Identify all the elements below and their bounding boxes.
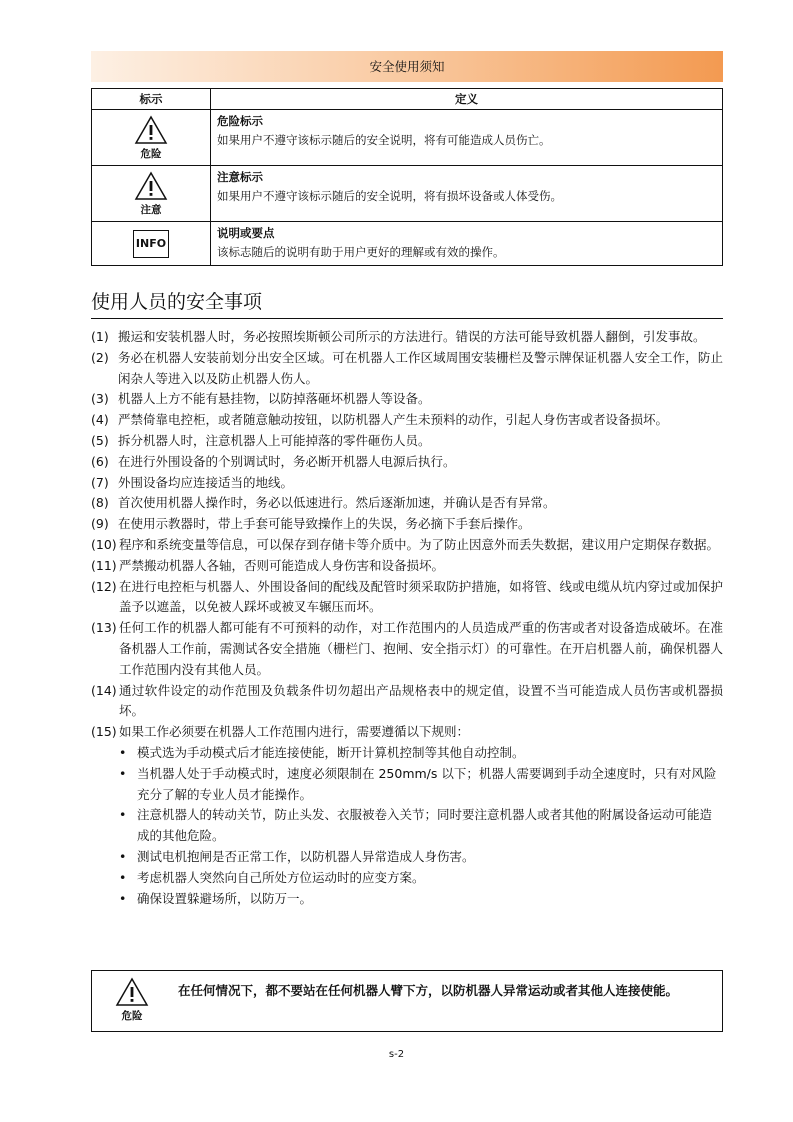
definition-title: 注意标示 bbox=[217, 170, 263, 184]
item-text: 在使用示教器时，带上手套可能导致操作上的失误，务必摘下手套后操作。 bbox=[118, 516, 531, 532]
bullet-item: • 测试电机抱闸是否正常工作，以防机器人异常造成人身伤害。 bbox=[91, 847, 723, 868]
list-item bbox=[91, 514, 723, 535]
item-number: (4) bbox=[91, 412, 109, 428]
item-number: (11) bbox=[91, 557, 117, 573]
item-number: (3) bbox=[91, 391, 109, 407]
item-number: (9) bbox=[91, 516, 109, 532]
sign-cell bbox=[92, 222, 211, 266]
item-text: 任何工作的机器人都可能有不可预料的动作，对工作范围内的人员造成严重的伤害或者对设备造成破坏。在准备机器人工作前，需测试各安全措施（栅栏门、抱闸、安全指示灯）的可靠性。在开启机器人前，确保机器人工作范围内没有其他人员。 bbox=[119, 620, 723, 677]
item-number: (5) bbox=[91, 432, 109, 448]
item-text: 首次使用机器人操作时，务必以低速进行。然后逐渐加速，并确认是否有异常。 bbox=[118, 495, 556, 511]
header-definition: 定义 bbox=[211, 89, 723, 110]
table-row-info bbox=[92, 222, 723, 266]
warning-triangle-icon bbox=[134, 171, 168, 201]
item-number: (2) bbox=[91, 349, 109, 365]
list-item bbox=[91, 327, 723, 348]
list-item bbox=[91, 431, 723, 452]
item-text: 如果工作必须要在机器人工作范围内进行，需要遵循以下规则： bbox=[119, 724, 470, 740]
item-text: 程序和系统变量等信息，可以保存到存储卡等介质中。为了防止因意外而丢失数据，建议用户定期保存数据。 bbox=[119, 536, 720, 552]
list-item bbox=[91, 473, 723, 494]
item-number: (6) bbox=[91, 453, 109, 469]
definition-cell bbox=[211, 222, 723, 266]
list-item bbox=[91, 618, 723, 680]
table-row-danger bbox=[92, 110, 723, 166]
item-text: 搬运和安装机器人时，务必按照埃斯顿公司所示的方法进行。错误的方法可能导致机器人翻倒，引发事故。 bbox=[118, 329, 706, 344]
definition-cell bbox=[211, 110, 723, 166]
header-banner bbox=[91, 51, 723, 82]
definition-text: 该标志随后的说明有助于用户更好的理解或有效的操作。 bbox=[217, 245, 505, 259]
definition-title: 说明或要点 bbox=[217, 226, 275, 240]
item-text: 外围设备均应连接适当的地线。 bbox=[118, 474, 294, 490]
list-item bbox=[91, 556, 723, 577]
item-text: 在进行外围设备的个别调试时，务必断开机器人电源后执行。 bbox=[118, 453, 456, 469]
list-item bbox=[91, 389, 723, 410]
sign-cell bbox=[92, 166, 211, 222]
list-item bbox=[91, 535, 723, 556]
item-text: 严禁倚靠电控柜，或者随意触动按钮，以防机器人产生未预料的动作，引起人身伤害或者设备损坏。 bbox=[118, 412, 669, 428]
table-row-caution bbox=[92, 166, 723, 222]
definition-title: 危险标示 bbox=[217, 114, 263, 128]
bullet-item: • 模式选为手动模式后才能连接使能，断开计算机控制等其他自动控制。 bbox=[91, 743, 723, 764]
item-number: (8) bbox=[91, 495, 109, 511]
safety-items-list bbox=[91, 327, 723, 909]
item-number: (7) bbox=[91, 474, 109, 490]
warning-triangle-icon bbox=[115, 977, 149, 1007]
table-header-row bbox=[92, 89, 723, 110]
list-item bbox=[91, 410, 723, 431]
item-text: 机器人上方不能有悬挂物，以防掉落砸坏机器人等设备。 bbox=[118, 391, 431, 407]
item-text: 严禁搬动机器人各轴，否则可能造成人身伤害和设备损坏。 bbox=[119, 557, 445, 573]
item-text: 通过软件设定的动作范围及负载条件切勿超出产品规格表中的规定值，设置不当可能造成人员伤害或机器损坏。 bbox=[119, 682, 723, 719]
sign-label: 危险 bbox=[140, 147, 162, 160]
info-box-icon: INFO bbox=[133, 230, 169, 258]
rules-bullet-list bbox=[91, 743, 723, 909]
page-number: s-2 bbox=[388, 1049, 405, 1060]
header-sign: 标示 bbox=[92, 89, 211, 110]
bullet-item: • 确保设置躲避场所，以防万一。 bbox=[91, 889, 723, 910]
sign-cell bbox=[92, 110, 211, 166]
danger-label: 危险 bbox=[121, 1010, 143, 1022]
sign-definition-table bbox=[91, 88, 723, 266]
item-number: (13) bbox=[91, 620, 117, 636]
list-item bbox=[91, 577, 723, 619]
danger-notice-text: 在任何情况下，都不要站在任何机器人臂下方，以防机器人异常运动或者其他人连接使能。 bbox=[178, 983, 679, 998]
section-title: 使用人员的安全事项 bbox=[91, 288, 723, 319]
banner-title: 安全使用须知 bbox=[369, 59, 445, 74]
bullet-item: • 考虑机器人突然向自己所处方位运动时的应变方案。 bbox=[91, 868, 723, 889]
danger-notice-box bbox=[91, 970, 723, 1032]
list-item bbox=[91, 493, 723, 514]
bullet-item: • 注意机器人的转动关节，防止头发、衣服被卷入关节；同时要注意机器人或者其他的附属设备运动可能造成的其他危险。 bbox=[91, 805, 723, 847]
list-item bbox=[91, 348, 723, 390]
item-number: (1) bbox=[91, 329, 109, 344]
list-item bbox=[91, 452, 723, 473]
definition-cell bbox=[211, 166, 723, 222]
item-text: 在进行电控柜与机器人、外围设备间的配线及配管时须采取防护措施，如将管、线或电缆从坑内穿过或加保护盖予以遮盖，以免被人踩坏或被叉车辗压而坏。 bbox=[119, 578, 723, 615]
item-text: 务必在机器人安装前划分出安全区域。可在机器人工作区域周围安装栅栏及警示牌保证机器人安全工作，防止闲杂人等进入以及防止机器人伤人。 bbox=[118, 349, 723, 386]
danger-sign bbox=[92, 971, 172, 1031]
item-number: (10) bbox=[91, 536, 117, 552]
item-text: 拆分机器人时，注意机器人上可能掉落的零件砸伤人员。 bbox=[118, 432, 431, 448]
list-item bbox=[91, 722, 723, 743]
item-number: (12) bbox=[91, 578, 117, 594]
sign-label: 注意 bbox=[140, 203, 162, 216]
definition-text: 如果用户不遵守该标示随后的安全说明，将有可能造成人员伤亡。 bbox=[217, 133, 551, 147]
warning-triangle-icon bbox=[134, 115, 168, 145]
item-number: (15) bbox=[91, 724, 117, 740]
bullet-item: • 当机器人处于手动模式时，速度必须限制在 250mm/s 以下；机器人需要调到手动全速度时，只有对风险充分了解的专业人员才能操作。 bbox=[91, 764, 723, 806]
item-number: (14) bbox=[91, 682, 117, 698]
definition-text: 如果用户不遵守该标示随后的安全说明，将有损坏设备或人体受伤。 bbox=[217, 189, 562, 203]
list-item bbox=[91, 681, 723, 723]
